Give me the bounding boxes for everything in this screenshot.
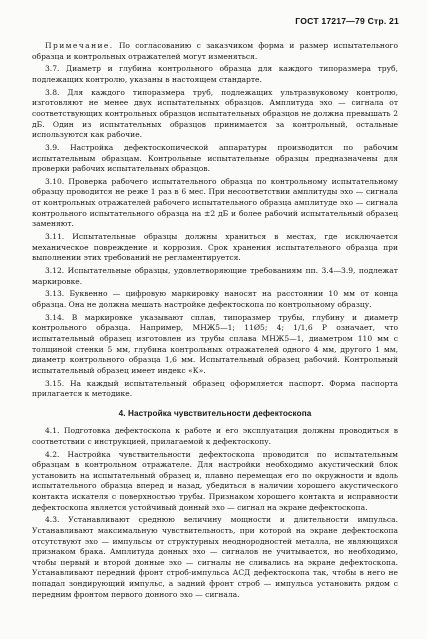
paragraph-4-2: 4.2. Настройка чувствительности дефектоскопа проводится по испытательным образцам в контрольном отражателе. Для настройки необходимо акустический блок установить на испытательный образец и, плавно перемещая его по окружности и вдоль испытательного образца вперед и назад, убедиться в наличии хорошего акустического контакта искателя с поверхностью трубы. Признаком хорошего контакта и исправности дефектоскопа является устойчивый донный эхо — сигнал на экране дефектоскопа. — [32, 449, 398, 512]
section-title: 4. Настройка чувствительности дефектоскопа — [118, 408, 312, 418]
note-text: По согласованию с заказчиком форма и размер испытательного образца и контрольных отражателей могут изменяться. — [32, 41, 398, 61]
paragraph-3-13: 3.13. Буквенно — цифровую маркировку наносят на расстоянии 10 мм от конца образца. Она не должна мешать настройке дефектоскопа по контрольному образцу. — [32, 289, 398, 309]
paragraph-3-7: 3.7. Диаметр и глубина контрольного образца для каждого типоразмера труб, подлежащих контролю, указаны в настоящем стандарте. — [32, 64, 398, 84]
document-body — [32, 41, 398, 600]
paragraph-3-8: 3.8. Для каждого типоразмера труб, подлежащих ультразвуковому контролю, изготовляют не менее двух испытательных образцов. Амплитуда эхо — сигнала от соответствующих контрольных образцов испытательных образцов не должна превышать 2 дБ. Один из испытательных образцов принимается за контрольный, остальные используются как рабочие. — [32, 87, 398, 140]
paragraph-3-9: 3.9. Настройка дефектоскопической аппаратуры производится по рабочим испытательным образцам. Контрольные испытательные образцы предназначены для проверки рабочих испытательных образцов. — [32, 142, 398, 174]
paragraph-4-3: 4.3. Устанавливают среднюю величину мощности и длительности импульса. Устанавливают максимальную чувствительность, при которой на экране дефектоскопа отсутствуют эхо — импульсы от структурных неоднородностей металла, не являющихся признаком брака. Амплитуда донных эхо — сигналов не учитывается, но необходимо, чтобы первый и второй донные эхо — сигналы не сливались на экране дефектоскопа. Устанавливают передний фронт строб-импульса АСД дефектоскопа так, чтобы в него не попадал зондирующий импульс, а задний фронт строб — импульса установить рядом с передним фронтом первого донного эхо — сигнала. — [32, 515, 398, 599]
paragraph-4-1: 4.1. Подготовка дефектоскопа к работе и его эксплуатация должны проводиться в соответствии с инструкцией, прилагаемой к дефектоскопу. — [32, 426, 398, 446]
paragraph-3-11: 3.11. Испытательные образцы должны храниться в местах, где исключается механическое повреждение и коррозия. Срок хранения испытательного образца при выполнении этих требований не регламентируется. — [32, 232, 398, 263]
paragraph-3-15: 3.15. На каждый испытательный образец оформляется паспорт. Форма паспорта прилагается к методике. — [32, 378, 398, 399]
paragraph-3-12: 3.12. Испытательные образцы, удовлетворяющие требованиям пп. 3.4—3.9, подлежат маркировке. — [32, 266, 398, 286]
page-header: ГОСТ 17217—79 Стр. 21 — [295, 16, 399, 26]
paragraph-3-14: 3.14. В маркировке указывают сплав, типоразмер трубы, глубину и диаметр контрольного образца. Например, МНЖ5—1; 11Ø5; 4; 1/1,6 Р означает, что испытательный образец изготовлен из трубы сплава МНЖ5—1, диаметром 110 мм с толщиной стенки 5 мм, глубина контрольных отражателей одного 4 мм, другого 1 мм, диаметр контрольного образца 1,6 мм. Испытательный образец рабочий. Контрольный испытательный образец имеет индекс «К». — [32, 312, 398, 375]
note-paragraph — [32, 41, 398, 62]
note-label: Примечание. — [45, 41, 114, 50]
paragraph-3-10: 3.10. Проверка рабочего испытательного образца по контрольному испытательному образцу проводится не реже 1 раз в 6 мес. При несоответствии амплитуды эхо — сигнала от контрольных отражателей рабочего испытательного образца амплитуде эхо — сигнала контрольного испытательного образца на ±2 дБ и более рабочий испытательный образец заменяют. — [32, 176, 398, 229]
